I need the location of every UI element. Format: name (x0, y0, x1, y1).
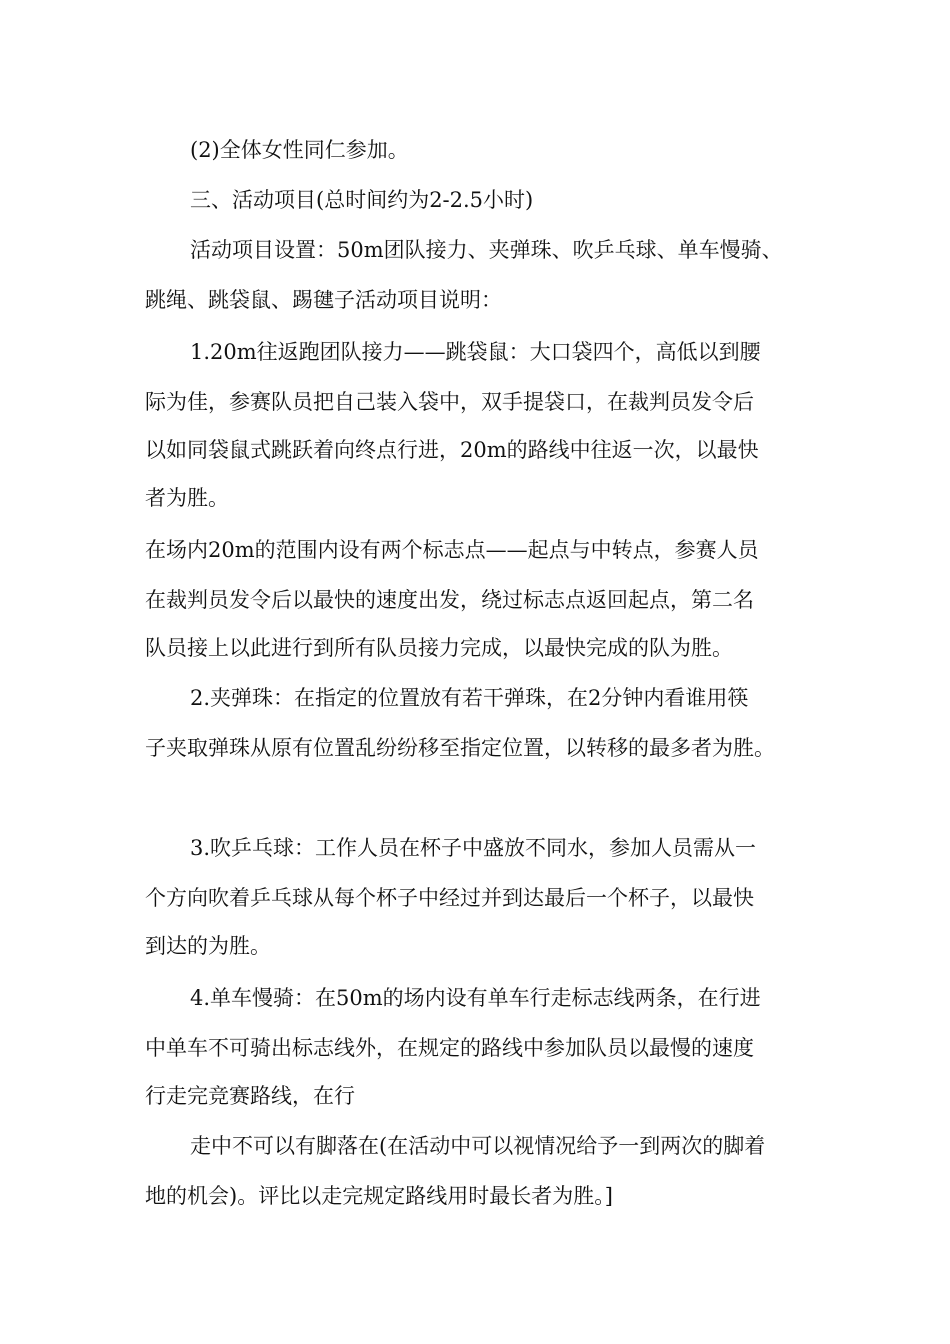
item-3-line-1: 3.吹乒乓球：工作人员在杯子中盛放不同水，参加人员需从一 (190, 836, 757, 860)
item-4-line-4: 走中不可以有脚落在(在活动中可以视情况给予一到两次的脚着 (190, 1134, 766, 1158)
item-4-line-5: 地的机会)。评比以走完规定路线用时最长者为胜。] (145, 1184, 613, 1208)
relay-line-3: 队员接上以此进行到所有队员接力完成，以最快完成的队为胜。 (145, 636, 733, 660)
item-1-line-1: 1.20m往返跑团队接力——跳袋鼠：大口袋四个，高低以到腰 (190, 340, 761, 364)
item-1-line-4: 者为胜。 (145, 486, 229, 510)
item-1-line-2: 际为佳，参赛队员把自己装入袋中，双手提袋口，在裁判员发令后 (145, 390, 754, 414)
text-line-participants: (2)全体女性同仁参加。 (190, 138, 409, 162)
text-line-activity-setup-cont: 跳绳、跳袋鼠、踢毽子活动项目说明： (145, 288, 502, 312)
item-4-line-3: 行走完竞赛路线，在行 (145, 1084, 355, 1108)
text-line-activity-setup: 活动项目设置：50m团队接力、夹弹珠、吹乒乓球、单车慢骑、 (190, 238, 783, 262)
item-3-line-2: 个方向吹着乒乓球从每个杯子中经过并到达最后一个杯子，以最快 (145, 886, 754, 910)
relay-line-1: 在场内20m的范围内设有两个标志点——起点与中转点，参赛人员 (145, 538, 759, 562)
item-2-line-1: 2.夹弹珠：在指定的位置放有若干弹珠，在2分钟内看谁用筷 (190, 686, 749, 710)
item-4-line-2: 中单车不可骑出标志线外，在规定的路线中参加队员以最慢的速度 (145, 1036, 754, 1060)
item-1-line-3: 以如同袋鼠式跳跃着向终点行进，20m的路线中往返一次，以最快 (145, 438, 759, 462)
item-3-line-3: 到达的为胜。 (145, 934, 271, 958)
item-2-line-2: 子夹取弹珠从原有位置乱纷纷移至指定位置，以转移的最多者为胜。 (145, 736, 775, 760)
section-heading-activities: 三、活动项目(总时间约为2-2.5小时) (190, 188, 534, 212)
item-4-line-1: 4.单车慢骑：在50m的场内设有单车行走标志线两条，在行进 (190, 986, 761, 1010)
relay-line-2: 在裁判员发令后以最快的速度出发，绕过标志点返回起点，第二名 (145, 588, 754, 612)
